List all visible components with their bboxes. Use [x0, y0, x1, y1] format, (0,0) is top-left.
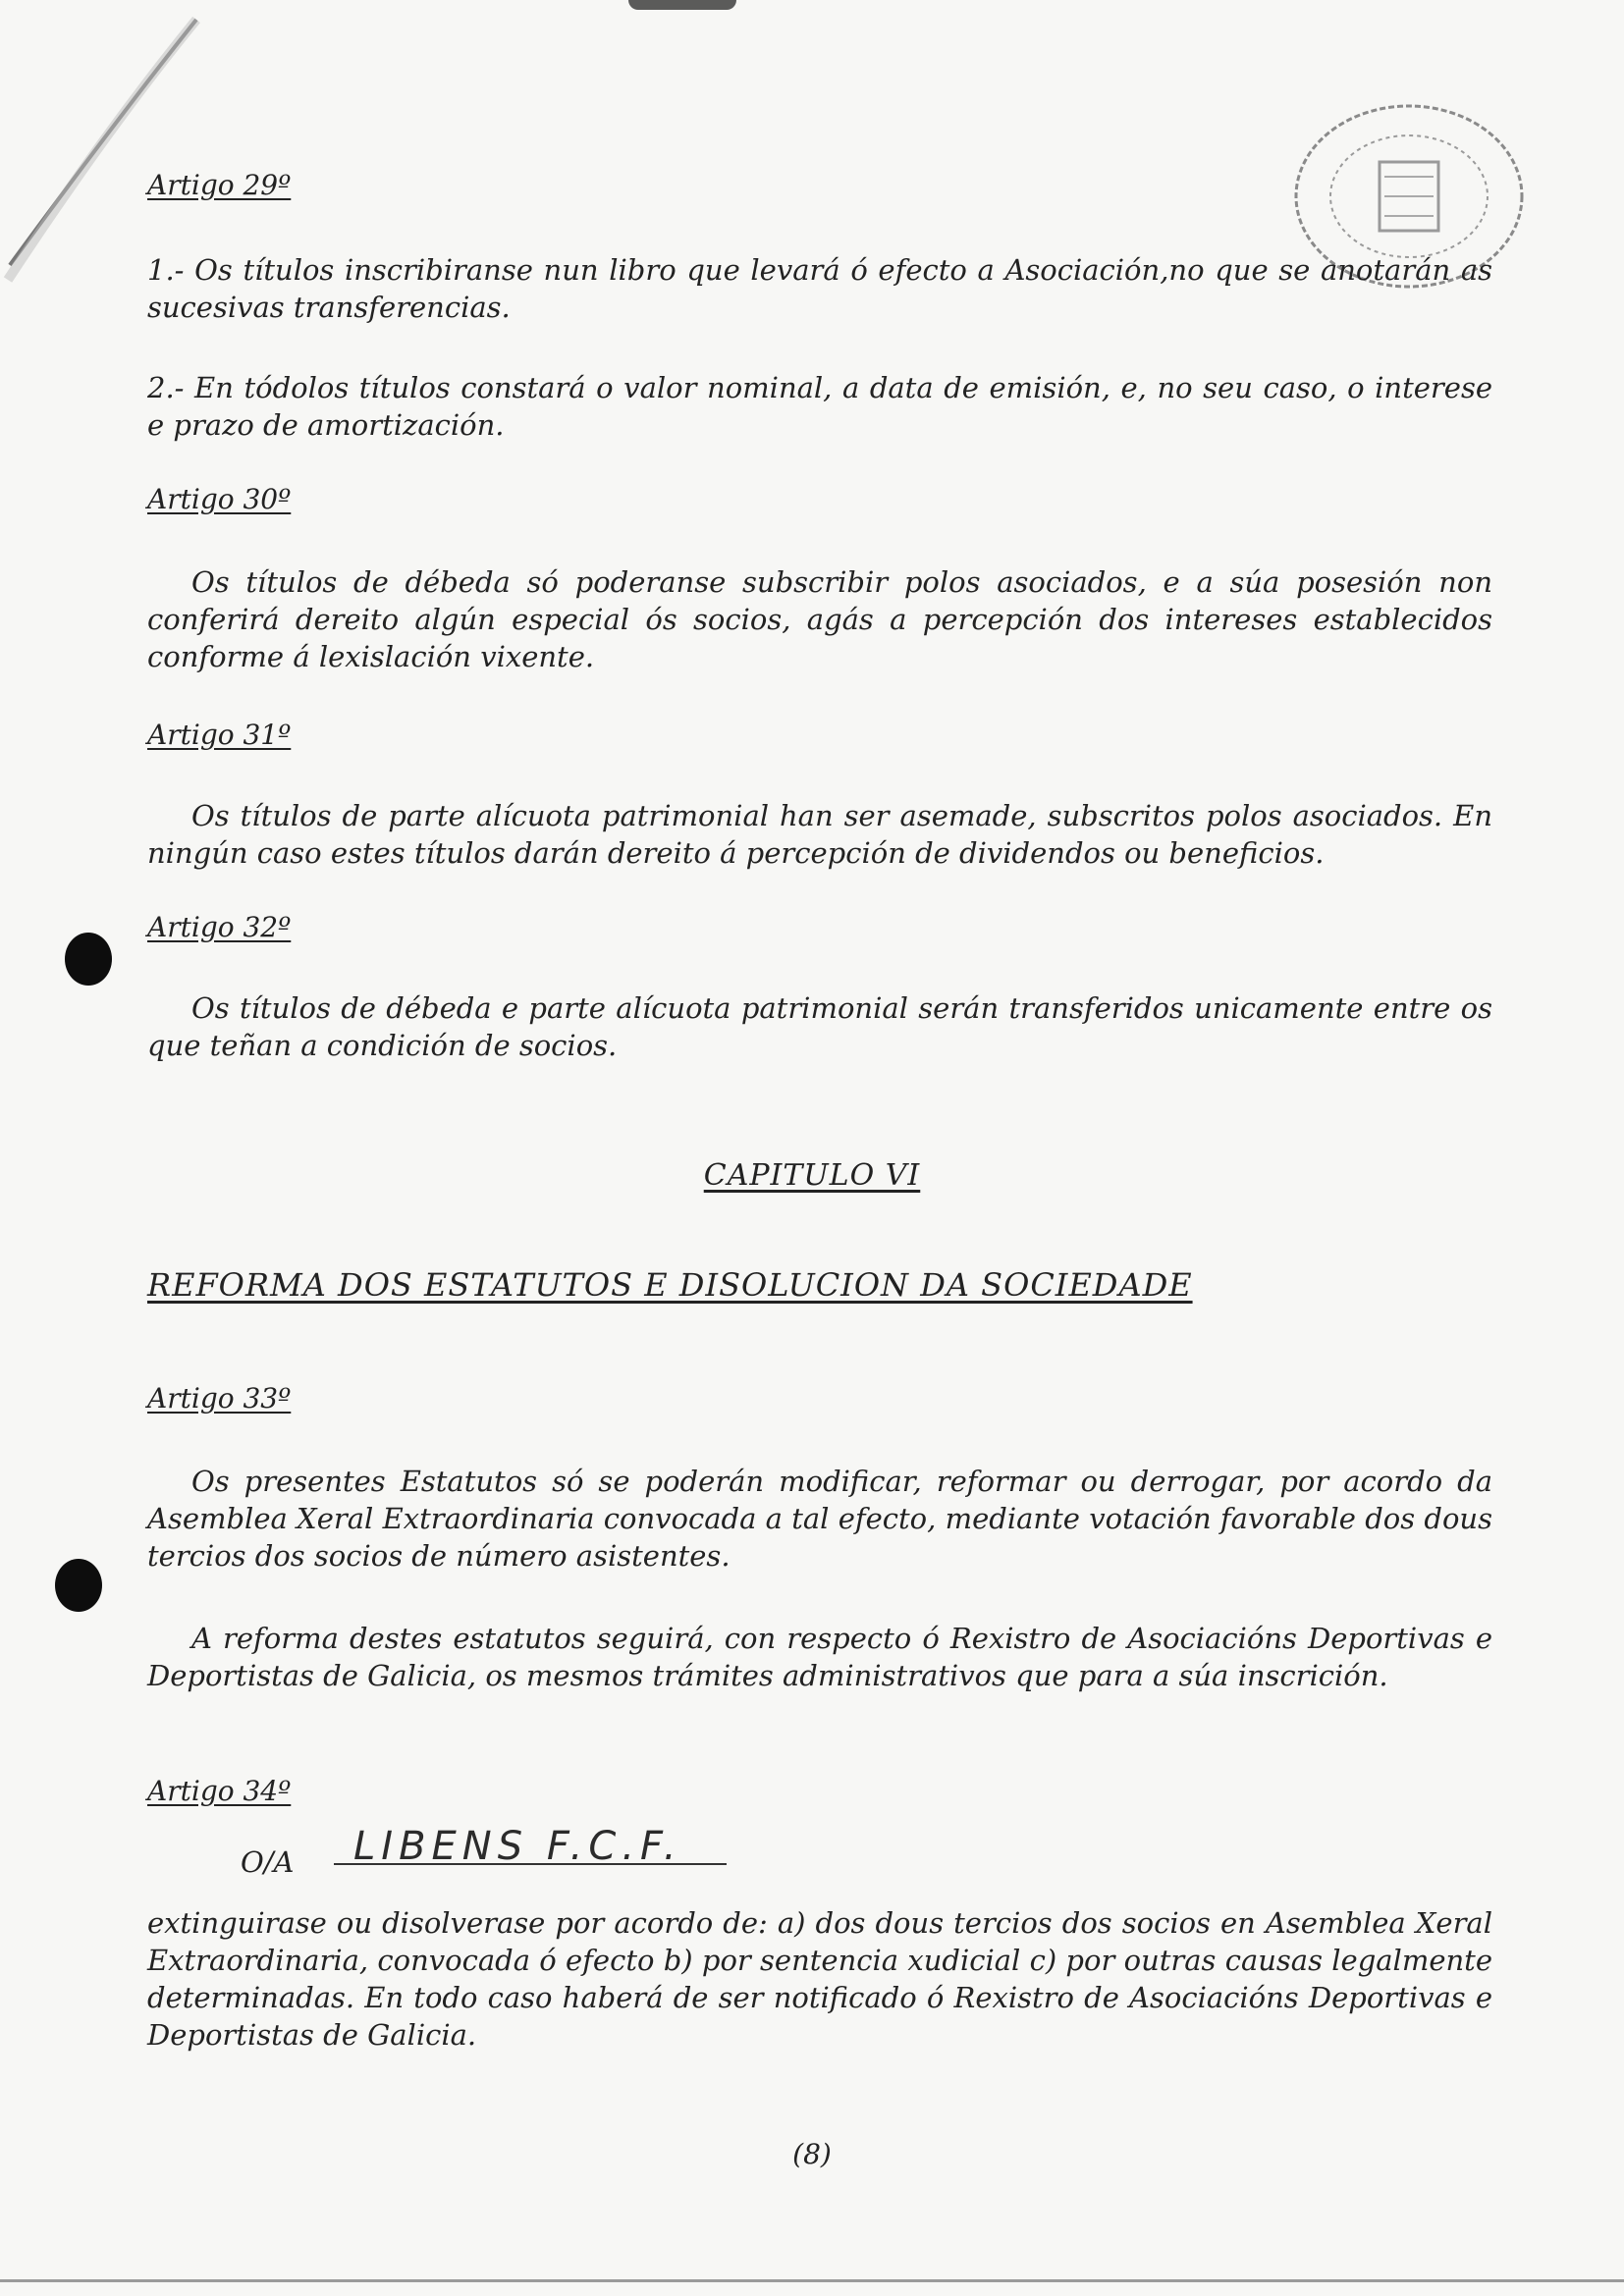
article-paragraph: Os títulos de parte alícuota patrimonial han ser asemade, subscritos polos asociados. En ningún caso estes títulos darán dereito á percepción de dividendos ou beneficios. — [147, 799, 1492, 870]
article-heading: Artigo 30º — [147, 483, 292, 515]
article-heading: Artigo 34º — [147, 1775, 292, 1807]
article-heading: Artigo 31º — [147, 719, 292, 751]
punch-hole-top — [65, 933, 112, 986]
article-paragraph: extinguirase ou disolverase por acordo de: a) dos dous tercios dos socios en Asemblea Xeral Extraordinaria, convocada ó efecto b) por sentencia xudicial c) por outras causas legalmente determinadas. En todo caso haberá de ser notificado ó Rexistro de Asociacións Deportivas e Deportistas de Galicia. — [147, 1906, 1492, 2052]
article-paragraph: Os presentes Estatutos só se poderán modificar, reformar ou derrogar, por acordo da Asemblea Xeral Extraordinaria convocada a tal efecto, mediante votación favorable dos dous tercios dos socios de número asistentes. — [147, 1465, 1492, 1573]
article-paragraph: Os títulos de débeda só poderanse subscribir polos asociados, e a súa posesión non conferirá dereito algún especial ós socios, agás a percepción dos intereses establecidos conforme á lexislación vixente. — [147, 565, 1492, 673]
scan-edge-mark — [0, 0, 255, 294]
punch-hole-bottom — [55, 1559, 102, 1612]
article-paragraph: Os títulos de débeda e parte alícuota patrimonial serán transferidos unicamente entre os que teñan a condición de socios. — [147, 991, 1492, 1062]
chapter-title: REFORMA DOS ESTATUTOS E DISOLUCION DA SOCIEDADE — [147, 1266, 1193, 1304]
page-number: (8) — [792, 2138, 832, 2170]
article-paragraph: A reforma destes estatutos seguirá, con respecto ó Rexistro de Asociacións Deportivas e Deportistas de Galicia, os mesmos trámites administrativos que para a súa inscrición. — [147, 1622, 1492, 1692]
chapter-number: CAPITULO VI — [703, 1158, 921, 1193]
article-heading: Artigo 29º — [147, 169, 292, 201]
name-underline — [334, 1863, 727, 1865]
article-paragraph: 1.- Os títulos inscribiranse nun libro que levará ó efecto a Asociación,no que se anotarán as sucesivas transferencias. — [147, 253, 1492, 324]
svg-text:LIBENS F.C.F.: LIBENS F.C.F. — [353, 1824, 682, 1869]
scan-bottom-edge — [0, 2279, 1624, 2282]
article-paragraph: 2.- En tódolos títulos constará o valor nominal, a data de emisión, e, no seu caso, o interese e prazo de amortización. — [147, 371, 1492, 442]
article-heading: Artigo 32º — [147, 911, 292, 943]
scan-smudge — [628, 0, 736, 10]
article-heading: Artigo 33º — [147, 1382, 292, 1415]
name-prefix: O/A — [241, 1845, 295, 1879]
